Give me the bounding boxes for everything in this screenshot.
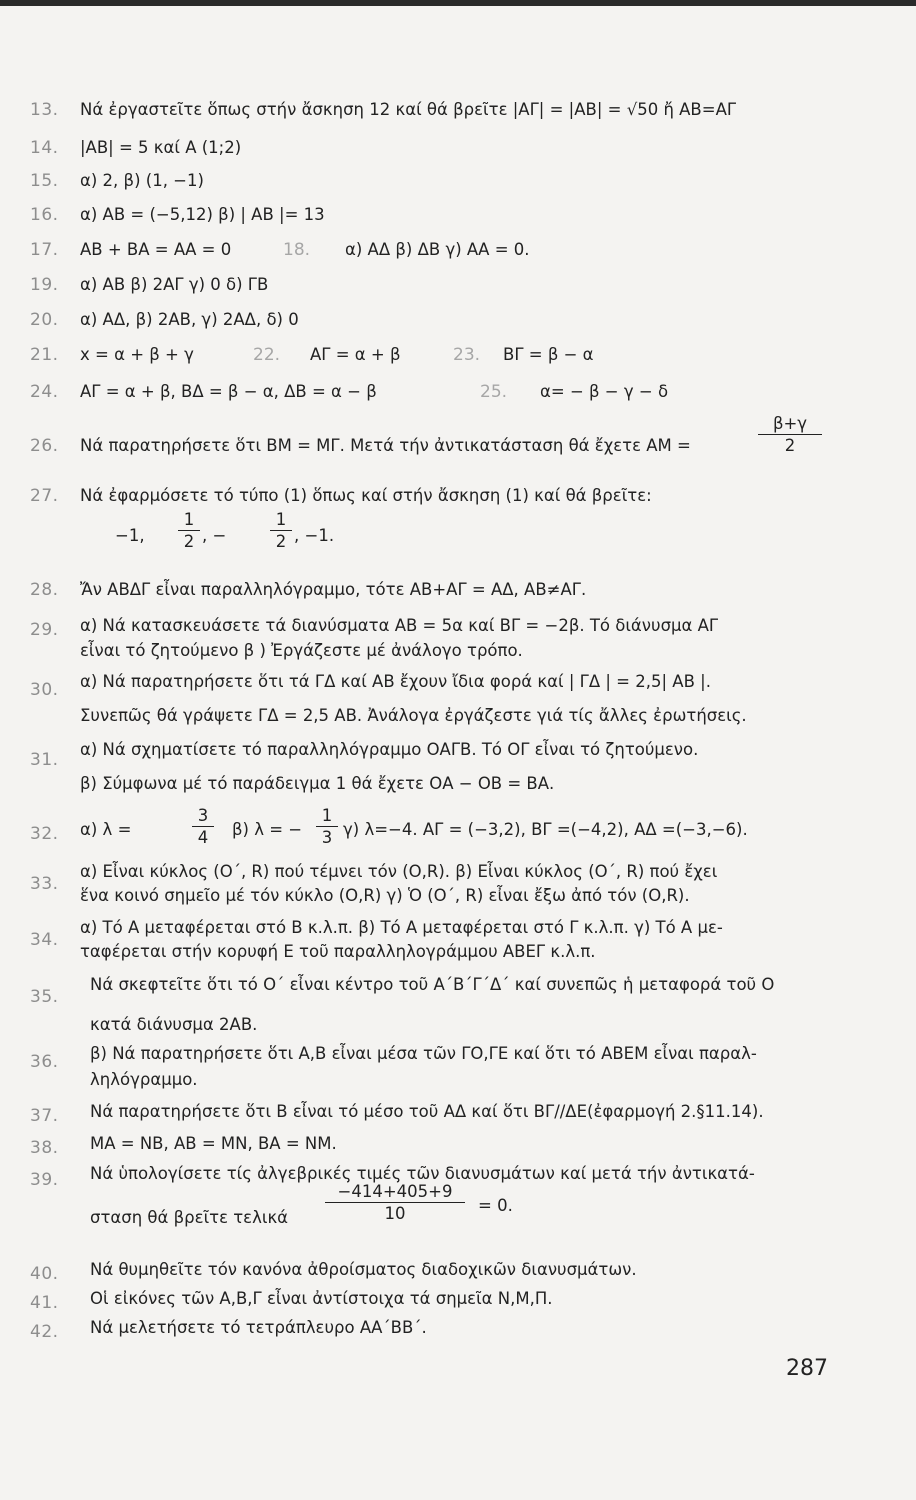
fraction-numerator: −414+405+9: [337, 1182, 453, 1201]
answer-42: [0, 1314, 916, 1354]
answer-31: [0, 740, 916, 800]
answer-text: Νά ὑπολογίσετε τίς ἀλγεβρικές τιμές τῶν διανυσμάτων καί μετά τήν ἀντικατά-: [90, 1164, 755, 1183]
answer-text: ΑΒ + ΒΑ = ΑΑ = 0: [80, 240, 232, 259]
answer-number: 31.: [30, 750, 59, 770]
answer-34: [0, 918, 916, 970]
answer-text: Νά θυμηθεῖτε τόν κανόνα ἀθροίσματος διαδοχικῶν διανυσμάτων.: [90, 1260, 637, 1279]
answer-number-23: 23.: [453, 345, 481, 365]
answer-30: [0, 668, 916, 728]
fraction-numerator: 1: [183, 510, 195, 529]
answer-number: 41.: [30, 1293, 59, 1313]
answer-text-cont: ληλόγραμμο.: [90, 1070, 198, 1089]
page-number: 287: [786, 1356, 828, 1381]
answer-text: α) ΑΔ, β) 2ΑΒ, γ) 2ΑΔ, δ) 0: [80, 310, 299, 329]
answer-16: [0, 197, 916, 237]
answer-28: [0, 572, 916, 612]
answer-text: α) Νά παρατηρήσετε ὅτι τά ΓΔ καί ΑΒ ἔχουν ἴδια φορά καί | ΓΔ | = 2,5| ΑΒ |.: [80, 672, 711, 691]
answer-text-cont: κατά διάνυσμα 2ΑΒ.: [90, 1015, 258, 1034]
fraction: [325, 1182, 465, 1223]
answer-text: ΜΑ = ΝΒ, ΑΒ = ΜΝ, ΒΑ = ΝΜ.: [90, 1134, 337, 1153]
fraction-numerator: 1: [275, 510, 287, 529]
answer-number: 21.: [30, 345, 59, 365]
fraction: [270, 510, 292, 551]
answer-text: α) Νά κατασκευάσετε τά διανύσματα ΑΒ = 5α καί ΒΓ = −2β. Τό διάνυσμα ΑΓ: [80, 616, 719, 635]
answer-number: 27.: [30, 486, 59, 506]
answer-number: 20.: [30, 310, 59, 330]
answer-text: Νά παρατηρήσετε ὅτι ΒΜ = ΜΓ. Μετά τήν ἀντικατάσταση θά ἔχετε ΑΜ =: [80, 436, 691, 455]
answer-number: 24.: [30, 382, 59, 402]
answer-35: [0, 965, 916, 1035]
answer-number-22: 22.: [253, 345, 281, 365]
value-text: −1,: [115, 526, 145, 545]
answer-text: α) Τό Α μεταφέρεται στό Β κ.λ.π. β) Τό Α μεταφέρεται στό Γ κ.λ.π. γ) Τό Α με-: [80, 918, 723, 937]
answer-text-cont: εἶναι τό ζητούμενο β ) Ἐργάζεστε μέ ἀνάλογο τρόπο.: [80, 641, 523, 660]
answer-number: 42.: [30, 1322, 59, 1342]
answer-text-23: ΒΓ = β − α: [503, 345, 594, 364]
answer-number-18: 18.: [283, 240, 311, 260]
fraction-bar: [192, 826, 214, 827]
fraction-denominator: 4: [197, 828, 209, 847]
answer-number: 32.: [30, 824, 59, 844]
answer-number: 15.: [30, 171, 59, 191]
fraction-denominator: 2: [784, 436, 796, 455]
answer-number: 19.: [30, 275, 59, 295]
answer-27-values: [0, 512, 916, 560]
answer-text: ΑΓ = α + β, ΒΔ = β − α, ΔΒ = α − β: [80, 382, 377, 401]
answer-number: 17.: [30, 240, 59, 260]
fraction-bar: [325, 1202, 465, 1203]
answer-text-cont: ταφέρεται στήν κορυφή Ε τοῦ παραλληλογράμμου ΑΒΕΓ κ.λ.π.: [80, 942, 596, 961]
value-text: , −1.: [294, 526, 335, 545]
answer-number: 29.: [30, 620, 59, 640]
answer-text: Νά μελετήσετε τό τετράπλευρο ΑΑ΄ΒΒ΄.: [90, 1318, 427, 1337]
answer-text: Οἱ εἰκόνες τῶν Α,Β,Γ εἶναι ἀντίστοιχα τά σημεῖα Ν,Μ,Π.: [90, 1289, 553, 1308]
answer-number: 13.: [30, 100, 59, 120]
answer-17-18: [0, 232, 916, 272]
answer-36: [0, 1040, 916, 1096]
fraction-bar: [178, 530, 200, 531]
answer-text: α) Νά σχηματίσετε τό παραλληλόγραμμο ΟΑΓΒ. Τό ΟΓ εἶναι τό ζητούμενο.: [80, 740, 699, 759]
answer-number: 16.: [30, 205, 59, 225]
answer-number: 33.: [30, 874, 59, 894]
answer-number: 39.: [30, 1170, 59, 1190]
answer-text: Νά ἐφαρμόσετε τό τύπο (1) ὅπως καί στήν ἄσκηση (1) καί θά βρεῖτε:: [80, 486, 652, 505]
answer-24-25: [0, 374, 916, 414]
value-text: α) λ =: [80, 820, 132, 839]
value-text: , −: [202, 526, 227, 545]
answer-text-cont: Συνεπῶς θά γράψετε ΓΔ = 2,5 ΑΒ. Ἀνάλογα ἐργάζεστε γιά τίς ἄλλες ἐρωτήσεις.: [80, 706, 747, 725]
answer-text-25: α= − β − γ − δ: [540, 382, 669, 401]
answer-39: [0, 1162, 916, 1242]
fraction: [178, 510, 200, 551]
fraction-bar: [316, 826, 338, 827]
answer-text-cont: ἕνα κοινό σημεῖο μέ τόν κύκλο (Ο,R) γ) Ὁ (Ο΄, R) εἶναι ἔξω ἀπό τόν (Ο,R).: [80, 886, 690, 905]
answer-text: α) 2, β) (1, −1): [80, 171, 204, 190]
answer-number: 34.: [30, 930, 59, 950]
answer-33: [0, 860, 916, 916]
answer-text: x = α + β + γ: [80, 345, 194, 364]
answer-text: Νά σκεφτεῖτε ὅτι τό Ο΄ εἶναι κέντρο τοῦ Α΄Β΄Γ΄Δ΄ καί συνεπῶς ἡ μεταφορά τοῦ Ο: [90, 975, 775, 994]
answer-number: 28.: [30, 580, 59, 600]
answer-32: [0, 808, 916, 860]
fraction-denominator: 2: [275, 532, 287, 551]
fraction-denominator: 10: [384, 1204, 406, 1223]
answer-number-25: 25.: [480, 382, 508, 402]
answer-text-tail: = 0.: [478, 1196, 513, 1215]
answer-number: 14.: [30, 138, 59, 158]
fraction: [758, 414, 822, 455]
answer-21-22-23: [0, 337, 916, 377]
answer-text: α) Εἶναι κύκλος (Ο΄, R) πού τέμνει τόν (Ο,R). β) Εἶναι κύκλος (Ο΄, R) πού ἔχει: [80, 862, 718, 881]
value-text: β) λ = −: [232, 820, 303, 839]
scan-top-edge: [0, 0, 916, 6]
fraction-numerator: 3: [197, 806, 209, 825]
answer-text: β) Νά παρατηρήσετε ὅτι Α,Β εἶναι μέσα τῶν ΓΟ,ΓΕ καί ὅτι τό ΑΒΕΜ εἶναι παραλ-: [90, 1044, 757, 1063]
answer-text-cont: β) Σύμφωνα μέ τό παράδειγμα 1 θά ἔχετε ΟΑ − ΟΒ = ΒΑ.: [80, 774, 555, 793]
fraction-denominator: 2: [183, 532, 195, 551]
answer-number: 30.: [30, 680, 59, 700]
answer-number: 38.: [30, 1138, 59, 1158]
answer-13: [0, 92, 916, 132]
answer-text: Νά παρατηρήσετε ὅτι Β εἶναι τό μέσο τοῦ ΑΔ καί ὅτι ΒΓ//ΔΕ(ἐφαρμογή 2.§11.14).: [90, 1102, 764, 1121]
answer-20: [0, 302, 916, 342]
fraction-bar: [758, 434, 822, 435]
answer-number: 37.: [30, 1106, 59, 1126]
fraction-bar: [270, 530, 292, 531]
answer-number: 35.: [30, 987, 59, 1007]
answer-text-cont: σταση θά βρεῖτε τελικά: [90, 1208, 289, 1227]
answer-text: Ἄν ΑΒΔΓ εἶναι παραλληλόγραμμο, τότε ΑΒ+ΑΓ = ΑΔ, ΑΒ≠ΑΓ.: [80, 580, 587, 599]
answer-number: 26.: [30, 436, 59, 456]
fraction-numerator: β+γ: [772, 414, 808, 433]
answer-text-18: α) ΑΔ β) ΔΒ γ) ΑΑ = 0.: [345, 240, 530, 259]
fraction: [192, 806, 214, 847]
answer-26: [0, 414, 916, 468]
answer-text: α) ΑΒ = (−5,12) β) | ΑΒ |= 13: [80, 205, 325, 224]
fraction-numerator: 1: [321, 806, 333, 825]
answer-text-22: ΑΓ = α + β: [310, 345, 401, 364]
answer-text: |ΑΒ| = 5 καί Α (1;2): [80, 138, 242, 157]
answer-text: α) ΑΒ β) 2ΑΓ γ) 0 δ) ΓΒ: [80, 275, 269, 294]
answer-text: Νά ἐργαστεῖτε ὅπως στήν ἄσκηση 12 καί θά βρεῖτε |ΑΓ| = |ΑΒ| = √50 ἤ ΑΒ=ΑΓ: [80, 100, 737, 119]
fraction: [316, 806, 338, 847]
fraction-denominator: 3: [321, 828, 333, 847]
value-text: γ) λ=−4. ΑΓ = (−3,2), ΒΓ =(−4,2), ΑΔ =(−3,−6).: [343, 820, 748, 839]
answer-19: [0, 267, 916, 307]
answer-29: [0, 612, 916, 668]
answer-number: 36.: [30, 1052, 59, 1072]
answer-number: 40.: [30, 1264, 59, 1284]
